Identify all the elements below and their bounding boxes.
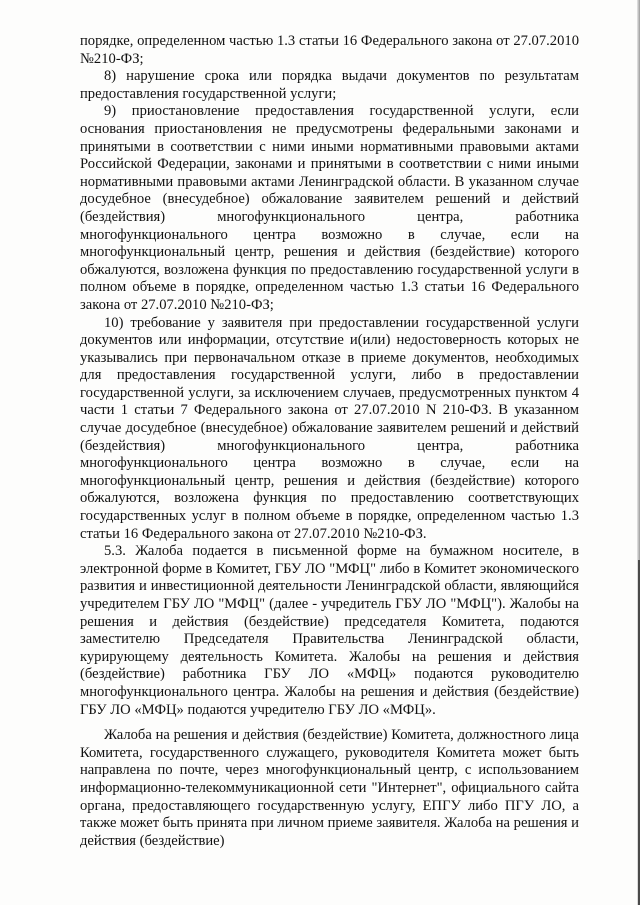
paragraph-item-9: 9) приостановление предоставления государственной услуги, если основания приостановления не предусмотрены федеральными законами и принятыми в соответствии с ними иными нормативными правовыми актами Российской Федерации, законами и принятыми в соответствии с ними иными нормативными правовыми актами Ленинградской области. В указанном случае досудебное (внесудебное) обжалование заявителем решений и действий (бездействия) многофункционального центра, работника многофункционального центра возможно в случае, если на многофункциональный центр, решения и действия (бездействие) которого обжалуются, возложена функция по предоставлению государственной услуги в полном объеме в порядке, определенном частью 1.3 статьи 16 Федерального закона от 27.07.2010 №210-ФЗ;: [80, 103, 579, 313]
paragraph-item-10: 10) требование у заявителя при предоставлении государственной услуги документов или информации, отсутствие и(или) недостоверность которых не указывались при первоначальном отказе в приеме документов, необходимых для предоставления государственной услуги, либо в предоставлении государственной услуги, за исключением случаев, предусмотренных пунктом 4 части 1 статьи 7 Федерального закона от 27.07.2010 N 210-ФЗ. В указанном случае досудебное (внесудебное) обжалование заявителем решений и действий (бездействия) многофункционального центра, работника многофункционального центра возможно в случае, если на многофункциональный центр, решения и действия (бездействие) которого обжалуются, возложена функция по предоставлению соответствующих государственных услуг в полном объеме в порядке, определенном частью 1.3 статьи 16 Федерального закона от 27.07.2010 №210-ФЗ.: [80, 314, 579, 542]
document-body: [80, 33, 579, 850]
paragraph-item-8: 8) нарушение срока или порядка выдачи документов по результатам предоставления государственной услуги;: [80, 68, 579, 102]
paragraph-section-5-3: 5.3. Жалоба подается в письменной форме на бумажном носителе, в электронной форме в Комитет, ГБУ ЛО "МФЦ" либо в Комитет экономического развития и инвестиционной деятельности Ленинградской области, являющийся учредителем ГБУ ЛО "МФЦ" (далее - учредитель ГБУ ЛО "МФЦ"). Жалобы на решения и действия (бездействие) председателя Комитета, подаются заместителю Председателя Правительства Ленинградской области, курирующему деятельность Комитета. Жалобы на решения и действия (бездействие) работника ГБУ ЛО «МФЦ» подаются руководителю многофункционального центра. Жалобы на решения и действия (бездействие) ГБУ ЛО «МФЦ» подаются учредителю ГБУ ЛО «МФЦ».: [80, 543, 579, 718]
paragraph-continuation: порядке, определенном частью 1.3 статьи 16 Федерального закона от 27.07.2010 №210-ФЗ;: [80, 33, 579, 67]
paragraph-complaint-channels: Жалоба на решения и действия (бездействие) Комитета, должностного лица Комитета, государственного служащего, руководителя Комитета может быть направлена по почте, через многофункциональный центр, с использованием информационно-телекоммуникационной сети "Интернет", официального сайта органа, предоставляющего государственную услугу, ЕПГУ либо ПГУ ЛО, а также может быть принята при личном приеме заявителя. Жалоба на решения и действия (бездействие): [80, 727, 579, 849]
